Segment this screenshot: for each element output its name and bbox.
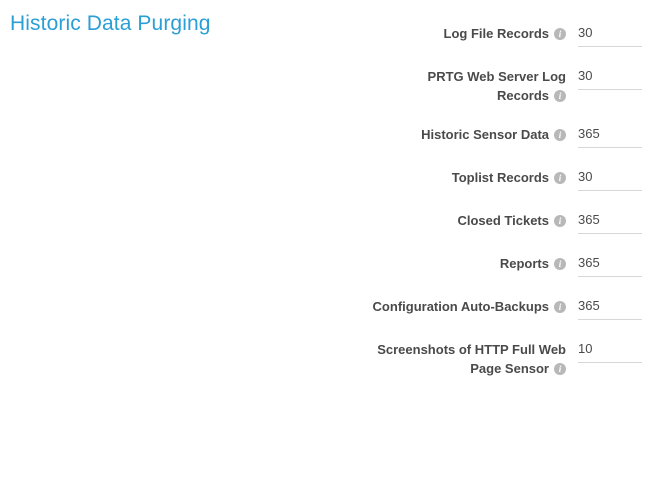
field-label-text-line2 [0, 86, 566, 105]
field-label-log-file-records [0, 24, 566, 44]
field-label-text: Log File Records [443, 26, 549, 41]
field-label-text: Closed Tickets [457, 213, 549, 228]
field-input-cell [566, 340, 645, 363]
field-label-historic-sensor-data [0, 125, 566, 145]
screenshots-of-http-full-web-page-sensor-input[interactable] [578, 340, 642, 363]
settings-form [0, 24, 645, 398]
field-label-closed-tickets [0, 211, 566, 231]
prtg-web-server-log-records-input[interactable] [578, 67, 642, 90]
field-row-closed-tickets [0, 211, 645, 234]
info-icon[interactable]: i [554, 258, 566, 270]
field-input-cell [566, 67, 645, 90]
field-label-reports [0, 254, 566, 274]
info-icon[interactable]: i [554, 215, 566, 227]
field-input-cell [566, 125, 645, 148]
field-row-configuration-auto-backups [0, 297, 645, 320]
field-label-text-line2 [0, 359, 566, 378]
field-label-toplist-records [0, 168, 566, 188]
field-label-prtg-web-server-log-records [0, 67, 566, 105]
info-icon[interactable]: i [554, 172, 566, 184]
field-row-screenshots-of-http-full-web-page-sensor [0, 340, 645, 378]
field-label-text: Toplist Records [451, 170, 549, 185]
page-title: Historic Data Purging [10, 12, 211, 35]
log-file-records-input[interactable] [578, 24, 642, 47]
field-label-text: Configuration Auto-Backups [372, 299, 549, 314]
field-input-cell [566, 297, 645, 320]
toplist-records-input[interactable] [578, 168, 642, 191]
field-label-text: Screenshots of HTTP Full Web [377, 342, 566, 357]
field-label-configuration-auto-backups [0, 297, 566, 317]
field-row-reports [0, 254, 645, 277]
historic-sensor-data-input[interactable] [578, 125, 642, 148]
info-icon[interactable]: i [554, 28, 566, 40]
field-row-historic-sensor-data [0, 125, 645, 148]
field-input-cell [566, 254, 645, 277]
info-icon[interactable]: i [554, 90, 566, 102]
field-input-cell [566, 211, 645, 234]
field-label-text: Historic Sensor Data [421, 127, 549, 142]
info-icon[interactable]: i [554, 363, 566, 375]
field-row-log-file-records [0, 24, 645, 47]
reports-input[interactable] [578, 254, 642, 277]
field-row-toplist-records [0, 168, 645, 191]
configuration-auto-backups-input[interactable] [578, 297, 642, 320]
field-label-text-line2-value: Page Sensor [470, 361, 549, 376]
info-icon[interactable]: i [554, 301, 566, 313]
closed-tickets-input[interactable] [578, 211, 642, 234]
field-label-screenshots-of-http-full-web-page-sensor [0, 340, 566, 378]
field-label-text: Reports [499, 256, 549, 271]
field-input-cell [566, 168, 645, 191]
field-label-text-line2-value: Records [496, 88, 549, 103]
info-icon[interactable]: i [554, 129, 566, 141]
field-row-prtg-web-server-log-records [0, 67, 645, 105]
field-input-cell [566, 24, 645, 47]
field-label-text: PRTG Web Server Log [427, 69, 566, 84]
